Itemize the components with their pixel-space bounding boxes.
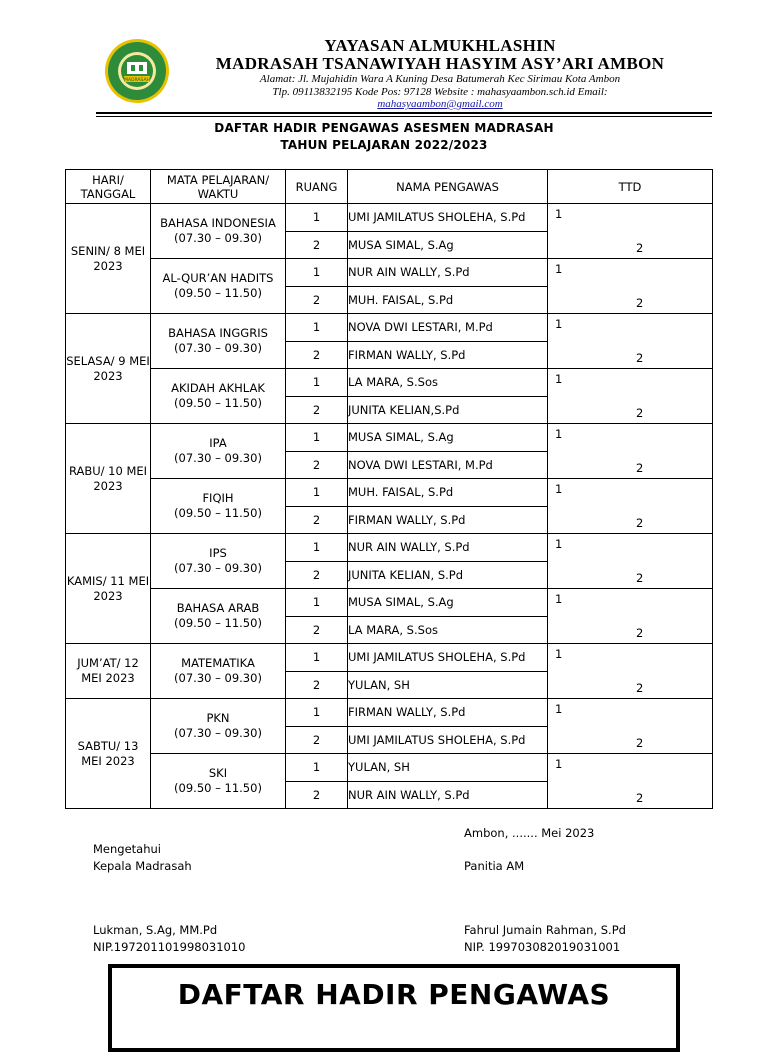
signature-number: 1 [555, 372, 563, 386]
signature-number: 1 [555, 702, 563, 716]
subject-name: IPS [209, 546, 227, 560]
room-cell: 1 [286, 589, 348, 617]
day-cell: KAMIS/ 11 MEI 2023 [66, 534, 151, 644]
signature-cell [548, 259, 713, 314]
supervisor-name-cell: FIRMAN WALLY, S.Pd [348, 699, 548, 727]
supervisor-name-cell: LA MARA, S.Sos [348, 616, 548, 644]
attendance-table [65, 169, 713, 809]
room-cell: 2 [286, 726, 348, 754]
signature-cell [548, 699, 713, 754]
subject-name: BAHASA INGGRIS [168, 326, 268, 340]
subject-cell [151, 644, 286, 699]
table-body [66, 204, 713, 809]
signature-cell [548, 589, 713, 644]
signature-number: 1 [555, 207, 563, 221]
document-subtitle: TAHUN PELAJARAN 2022/2023 [280, 138, 488, 152]
table-row [66, 204, 713, 232]
room-cell: 2 [286, 561, 348, 589]
committee-name: Fahrul Jumain Rahman, S.Pd [464, 923, 626, 937]
signature-number: 2 [636, 791, 644, 805]
room-cell: 2 [286, 341, 348, 369]
table-row [66, 259, 713, 287]
header-supervisor: NAMA PENGAWAS [348, 170, 548, 204]
supervisor-name-cell: NUR AIN WALLY, S.Pd [348, 781, 548, 809]
signature-cell [548, 424, 713, 479]
document-title: DAFTAR HADIR PENGAWAS ASESMEN MADRASAH [214, 121, 554, 135]
subject-name: IPA [209, 436, 227, 450]
room-cell: 1 [286, 534, 348, 562]
room-cell: 1 [286, 314, 348, 342]
supervisor-name-cell: YULAN, SH [348, 671, 548, 699]
signature-number: 1 [555, 317, 563, 331]
signature-number: 2 [636, 296, 644, 310]
header-subject: MATA PELAJARAN/ WAKTU [151, 170, 286, 204]
day-cell: SENIN/ 8 MEI 2023 [66, 204, 151, 314]
school-logo [104, 38, 170, 104]
subject-cell [151, 479, 286, 534]
supervisor-name-cell: LA MARA, S.Sos [348, 369, 548, 397]
room-cell: 1 [286, 699, 348, 727]
signature-number: 2 [636, 351, 644, 365]
subject-time: (07.30 – 09.30) [174, 341, 262, 355]
subject-name: BAHASA ARAB [176, 601, 260, 615]
signature-number: 2 [636, 626, 644, 640]
supervisor-name-cell: UMI JAMILATUS SHOLEHA, S.Pd [348, 204, 548, 232]
subject-time: (07.30 – 09.30) [174, 671, 262, 685]
signature-cell [548, 479, 713, 534]
subject-time: (09.50 – 11.50) [174, 781, 262, 795]
signature-cell [548, 644, 713, 699]
signature-number: 1 [555, 592, 563, 606]
supervisor-name-cell: JUNITA KELIAN,S.Pd [348, 396, 548, 424]
room-cell: 1 [286, 644, 348, 672]
room-cell: 2 [286, 231, 348, 259]
supervisor-name-cell: JUNITA KELIAN, S.Pd [348, 561, 548, 589]
subject-cell [151, 314, 286, 369]
subject-time: (09.50 – 11.50) [174, 396, 262, 410]
subject-name: SKI [208, 766, 228, 780]
subject-name: FIQIH [202, 491, 234, 505]
supervisor-name-cell: FIRMAN WALLY, S.Pd [348, 506, 548, 534]
letterhead-rule [96, 112, 712, 114]
headmaster-nip: NIP.197201101998031010 [93, 940, 246, 954]
signature-number: 2 [636, 571, 644, 585]
room-cell: 1 [286, 204, 348, 232]
headmaster-name: Lukman, S.Ag, MM.Pd [93, 923, 218, 937]
supervisor-name-cell: UMI JAMILATUS SHOLEHA, S.Pd [348, 644, 548, 672]
room-cell: 1 [286, 424, 348, 452]
signature-number: 1 [555, 647, 563, 661]
signature-cell [548, 314, 713, 369]
subject-time: (09.50 – 11.50) [174, 286, 262, 300]
subject-name: AL-QUR’AN HADITS [162, 271, 274, 285]
subject-cell [151, 204, 286, 259]
room-cell: 2 [286, 396, 348, 424]
next-page-banner [108, 964, 680, 1052]
room-cell: 2 [286, 506, 348, 534]
signature-number: 1 [555, 427, 563, 441]
room-cell: 2 [286, 671, 348, 699]
svg-text:MADRASAH: MADRASAH [124, 78, 150, 83]
subject-time: (07.30 – 09.30) [174, 561, 262, 575]
room-cell: 1 [286, 754, 348, 782]
signature-number: 2 [636, 241, 644, 255]
day-cell: JUM’AT/ 12 MEI 2023 [66, 644, 151, 699]
subject-cell [151, 534, 286, 589]
signature-number: 2 [636, 516, 644, 530]
committee-label: Panitia AM [464, 859, 525, 873]
signature-cell [548, 534, 713, 589]
room-cell: 2 [286, 286, 348, 314]
banner-title: DAFTAR HADIR PENGAWAS [177, 978, 611, 1011]
subject-cell [151, 589, 286, 644]
header-room: RUANG [286, 170, 348, 204]
headmaster-label: Kepala Madrasah [93, 859, 192, 873]
signature-number: 2 [636, 406, 644, 420]
letterhead-rule-thin [96, 116, 712, 117]
room-cell: 2 [286, 781, 348, 809]
supervisor-name-cell: MUH. FAISAL, S.Pd [348, 286, 548, 314]
supervisor-name-cell: MUH. FAISAL, S.Pd [348, 479, 548, 507]
table-row [66, 534, 713, 562]
subject-time: (09.50 – 11.50) [174, 506, 262, 520]
subject-time: (07.30 – 09.30) [174, 231, 262, 245]
signature-number: 1 [555, 482, 563, 496]
supervisor-name-cell: MUSA SIMAL, S.Ag [348, 231, 548, 259]
signature-number: 2 [636, 461, 644, 475]
signature-cell [548, 369, 713, 424]
room-cell: 2 [286, 451, 348, 479]
supervisor-name-cell: YULAN, SH [348, 754, 548, 782]
school-email-link[interactable]: mahasyaambon@gmail.com [377, 98, 503, 110]
signature-number: 2 [636, 681, 644, 695]
school-contact: Tlp. 09113832195 Kode Pos: 97128 Website : mahasyaambon.sch.id Email: [272, 86, 608, 98]
header-day: HARI/ TANGGAL [66, 170, 151, 204]
room-cell: 1 [286, 259, 348, 287]
school-address: Alamat: Jl. Mujahidin Wara A Kuning Desa Batumerah Kec Sirimau Kota Ambon [259, 73, 621, 85]
signature-number: 2 [636, 736, 644, 750]
day-cell: RABU/ 10 MEI 2023 [66, 424, 151, 534]
subject-name: MATEMATIKA [181, 656, 255, 670]
room-cell: 1 [286, 369, 348, 397]
table-header-row [66, 170, 713, 204]
header-signature: TTD [548, 170, 713, 204]
supervisor-name-cell: FIRMAN WALLY, S.Pd [348, 341, 548, 369]
acknowledged-label: Mengetahui [93, 842, 161, 856]
foundation-name: YAYASAN ALMUKHLASHIN [324, 36, 556, 55]
place-date: Ambon, ....... Mei 2023 [464, 826, 595, 840]
subject-cell [151, 699, 286, 754]
school-name: MADRASAH TSANAWIYAH HASYIM ASY’ARI AMBON [215, 54, 665, 73]
subject-cell [151, 424, 286, 479]
table-row [66, 424, 713, 452]
table-row [66, 589, 713, 617]
supervisor-name-cell: UMI JAMILATUS SHOLEHA, S.Pd [348, 726, 548, 754]
signature-number: 1 [555, 262, 563, 276]
subject-time: (09.50 – 11.50) [174, 616, 262, 630]
subject-cell [151, 369, 286, 424]
day-cell: SELASA/ 9 MEI 2023 [66, 314, 151, 424]
supervisor-name-cell: MUSA SIMAL, S.Ag [348, 589, 548, 617]
room-cell: 2 [286, 616, 348, 644]
table-row [66, 314, 713, 342]
table-row [66, 699, 713, 727]
subject-name: PKN [206, 711, 230, 725]
supervisor-name-cell: NUR AIN WALLY, S.Pd [348, 259, 548, 287]
supervisor-name-cell: NOVA DWI LESTARI, M.Pd [348, 314, 548, 342]
room-cell: 1 [286, 479, 348, 507]
signature-number: 1 [555, 537, 563, 551]
table-row [66, 479, 713, 507]
subject-cell [151, 754, 286, 809]
subject-name: AKIDAH AKHLAK [171, 381, 265, 395]
signature-number: 1 [555, 757, 563, 771]
signature-cell [548, 204, 713, 259]
subject-name: BAHASA INDONESIA [160, 216, 276, 230]
subject-time: (07.30 – 09.30) [174, 451, 262, 465]
table-row [66, 644, 713, 672]
table-row [66, 754, 713, 782]
signature-cell [548, 754, 713, 809]
subject-time: (07.30 – 09.30) [174, 726, 262, 740]
supervisor-name-cell: NUR AIN WALLY, S.Pd [348, 534, 548, 562]
table-row [66, 369, 713, 397]
subject-cell [151, 259, 286, 314]
supervisor-name-cell: MUSA SIMAL, S.Ag [348, 424, 548, 452]
day-cell: SABTU/ 13 MEI 2023 [66, 699, 151, 809]
supervisor-name-cell: NOVA DWI LESTARI, M.Pd [348, 451, 548, 479]
committee-nip: NIP. 199703082019031001 [464, 940, 621, 954]
